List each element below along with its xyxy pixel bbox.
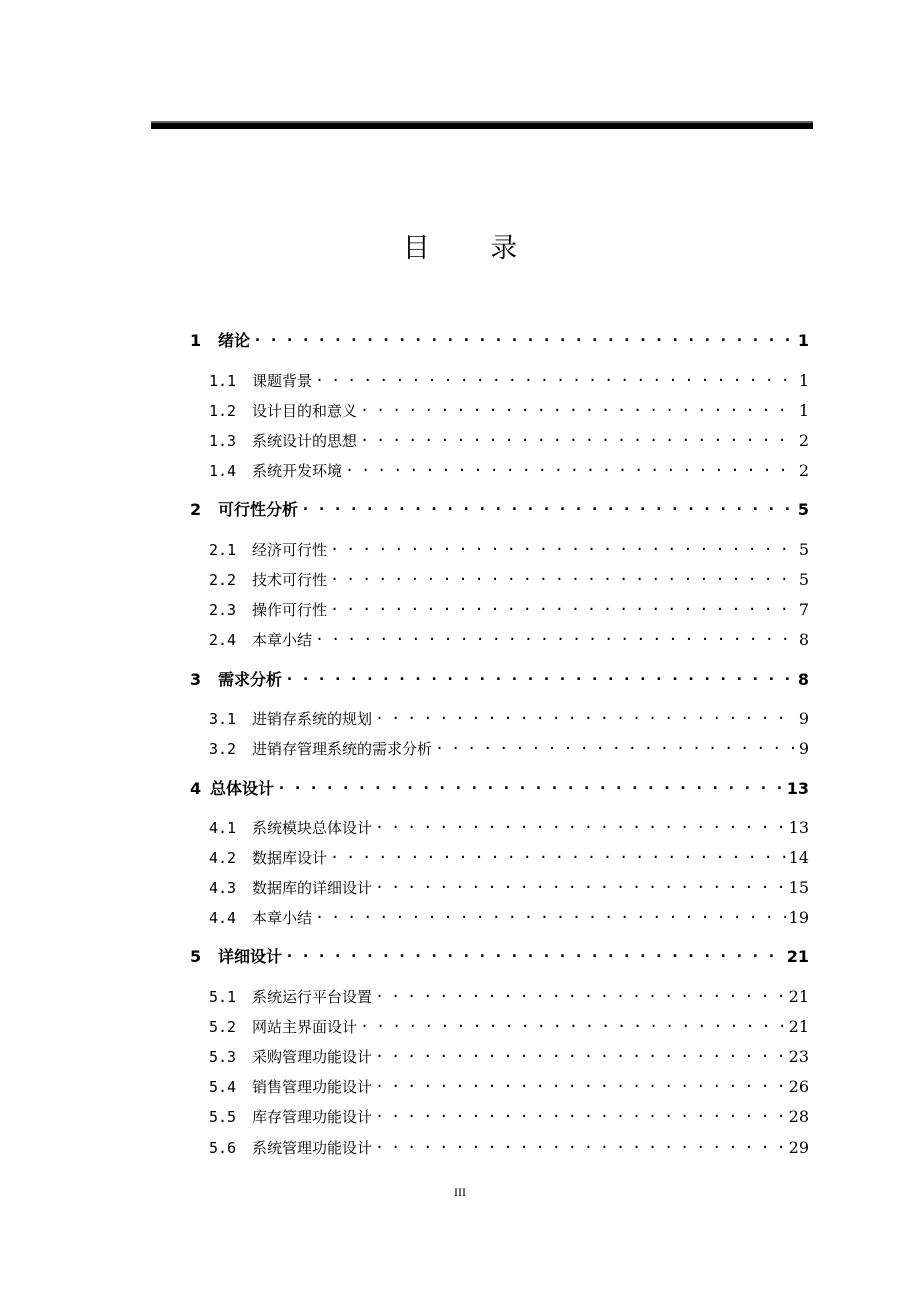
toc-entry-number: 3.1 [209,710,237,728]
dot-leader [375,982,786,1002]
toc-entry-page: 5 [797,500,809,519]
page-title: 目 录 [402,233,544,264]
toc-entry-page: 13 [786,779,809,798]
dot-leader [277,774,784,794]
dot-leader [253,326,795,346]
toc-entry-page: 26 [788,1077,809,1096]
toc-entry-chapter[interactable] [190,774,809,798]
toc-entry-section[interactable] [209,565,809,589]
toc-entry-label: 系统模块总体设计 [252,819,373,837]
dot-leader [375,1133,786,1153]
toc-entry-page: 28 [788,1107,809,1126]
toc-entry-number: 1.4 [209,462,237,480]
toc-entry-number: 1.3 [209,432,237,450]
toc-entry-section[interactable] [209,843,809,867]
toc-entry-number: 1.1 [209,372,237,390]
dot-leader [360,396,796,416]
dot-leader [375,873,786,893]
toc-entry-page: 2 [798,461,809,480]
toc-entry-number: 4.1 [209,819,237,837]
page-number: III [454,1185,466,1199]
dot-leader [330,843,786,863]
toc-entry-number: 4.3 [209,879,237,897]
dot-leader [330,595,796,615]
dot-leader [345,456,796,476]
toc-entry-number: 2 [190,500,202,519]
toc-entry-section[interactable] [209,1012,809,1036]
toc-entry-page: 8 [797,670,809,689]
toc-entry-section[interactable] [209,982,809,1006]
toc-entry-page: 9 [798,739,809,758]
toc-entry-section[interactable] [209,903,809,927]
toc-entry-page: 7 [798,600,809,619]
toc-entry-chapter[interactable] [190,495,809,519]
dot-leader [301,495,795,515]
toc-entry-label: 需求分析 [218,670,283,689]
toc-entry-label: 系统开发环境 [252,462,343,480]
toc-entry-number: 3 [190,670,202,689]
toc-entry-section[interactable] [209,396,809,420]
toc-entry-number: 4.2 [209,849,237,867]
toc-entry-label: 技术可行性 [252,571,328,589]
toc-entry-label: 详细设计 [218,947,283,966]
toc-entry-number: 5.1 [209,988,237,1006]
toc-entry-page: 1 [798,401,809,420]
toc-entry-page: 29 [788,1138,809,1157]
toc-entry-number: 4 [190,779,202,798]
toc-entry-section[interactable] [209,813,809,837]
toc-entry-section[interactable] [209,595,809,619]
toc-entry-page: 14 [788,848,809,867]
toc-entry-label: 系统设计的思想 [252,432,358,450]
toc-entry-section[interactable] [209,625,809,649]
toc-entry-label: 本章小结 [252,909,313,927]
toc-entry-section[interactable] [209,1042,809,1066]
toc-entry-label: 进销存系统的规划 [252,710,373,728]
dot-leader [375,813,786,833]
toc-entry-label: 本章小结 [252,631,313,649]
dot-leader [285,942,784,962]
toc-entry-label: 库存管理功能设计 [252,1108,373,1126]
toc-entry-label: 系统运行平台设置 [252,988,373,1006]
toc-entry-chapter[interactable] [190,942,809,966]
dot-leader [360,1012,786,1032]
toc-entry-label: 数据库设计 [252,849,328,867]
toc-entry-label: 销售管理功能设计 [252,1078,373,1096]
toc-entry-page: 5 [798,570,809,589]
dot-leader [375,1042,786,1062]
toc-entry-number: 5.4 [209,1078,237,1096]
toc-entry-label: 操作可行性 [252,601,328,619]
toc-entry-number: 2.4 [209,631,237,649]
dot-leader [360,426,796,446]
toc-entry-section[interactable] [209,1102,809,1126]
toc-entry-page: 21 [788,1017,809,1036]
toc-entry-chapter[interactable] [190,326,809,350]
toc-entry-number: 5.5 [209,1108,237,1126]
toc-entry-page: 23 [788,1047,809,1066]
toc-entry-number: 2.2 [209,571,237,589]
toc-entry-page: 21 [786,947,809,966]
toc-entry-number: 2.3 [209,601,237,619]
toc-entry-page: 8 [798,630,809,649]
toc-entry-label: 经济可行性 [252,541,328,559]
dot-leader [330,535,796,555]
dot-leader [330,565,796,585]
toc-entry-section[interactable] [209,734,809,758]
toc-entry-label: 课题背景 [252,372,313,390]
toc-entry-page: 15 [788,878,809,897]
toc-entry-chapter[interactable] [190,665,809,689]
toc-entry-section[interactable] [209,366,809,390]
toc-entry-label: 数据库的详细设计 [252,879,373,897]
toc-entry-section[interactable] [209,1133,809,1157]
toc-entry-label: 绪论 [218,331,251,350]
dot-leader [375,1072,786,1092]
toc-entry-label: 进销存管理系统的需求分析 [252,740,433,758]
toc-entry-label: 设计目的和意义 [252,402,358,420]
dot-leader [375,1102,786,1122]
toc-entry-page: 1 [797,331,809,350]
toc-entry-section[interactable] [209,1072,809,1096]
dot-leader [315,366,796,386]
toc-entry-number: 5.6 [209,1139,237,1157]
toc-entry-section[interactable] [209,873,809,897]
toc-entry-label: 网站主界面设计 [252,1018,358,1036]
toc-entry-section[interactable] [209,704,809,728]
dot-leader [435,734,796,754]
dot-leader [285,665,795,685]
dot-leader [315,625,796,645]
toc-entry-number: 1.2 [209,402,237,420]
toc-entry-label: 总体设计 [210,779,275,798]
toc-entry-page: 2 [798,431,809,450]
toc-entry-number: 5.3 [209,1048,237,1066]
toc-entry-page: 21 [788,987,809,1006]
toc-entry-section[interactable] [209,535,809,559]
toc-entry-number: 5 [190,947,202,966]
toc-entry-label: 采购管理功能设计 [252,1048,373,1066]
toc-entry-page: 19 [788,908,809,927]
toc-entry-page: 5 [798,540,809,559]
toc-entry-page: 13 [788,818,809,837]
toc-entry-page: 9 [798,709,809,728]
toc-entry-number: 5.2 [209,1018,237,1036]
dot-leader [375,704,796,724]
toc-entry-number: 4.4 [209,909,237,927]
toc-entry-number: 3.2 [209,740,237,758]
toc-entry-section[interactable] [209,426,809,450]
toc-entry-label: 可行性分析 [218,500,299,519]
toc-entry-page: 1 [798,371,809,390]
dot-leader [315,903,786,923]
toc-entry-section[interactable] [209,456,809,480]
toc-entry-number: 1 [190,331,202,350]
toc-entry-label: 系统管理功能设计 [252,1139,373,1157]
toc-entry-number: 2.1 [209,541,237,559]
